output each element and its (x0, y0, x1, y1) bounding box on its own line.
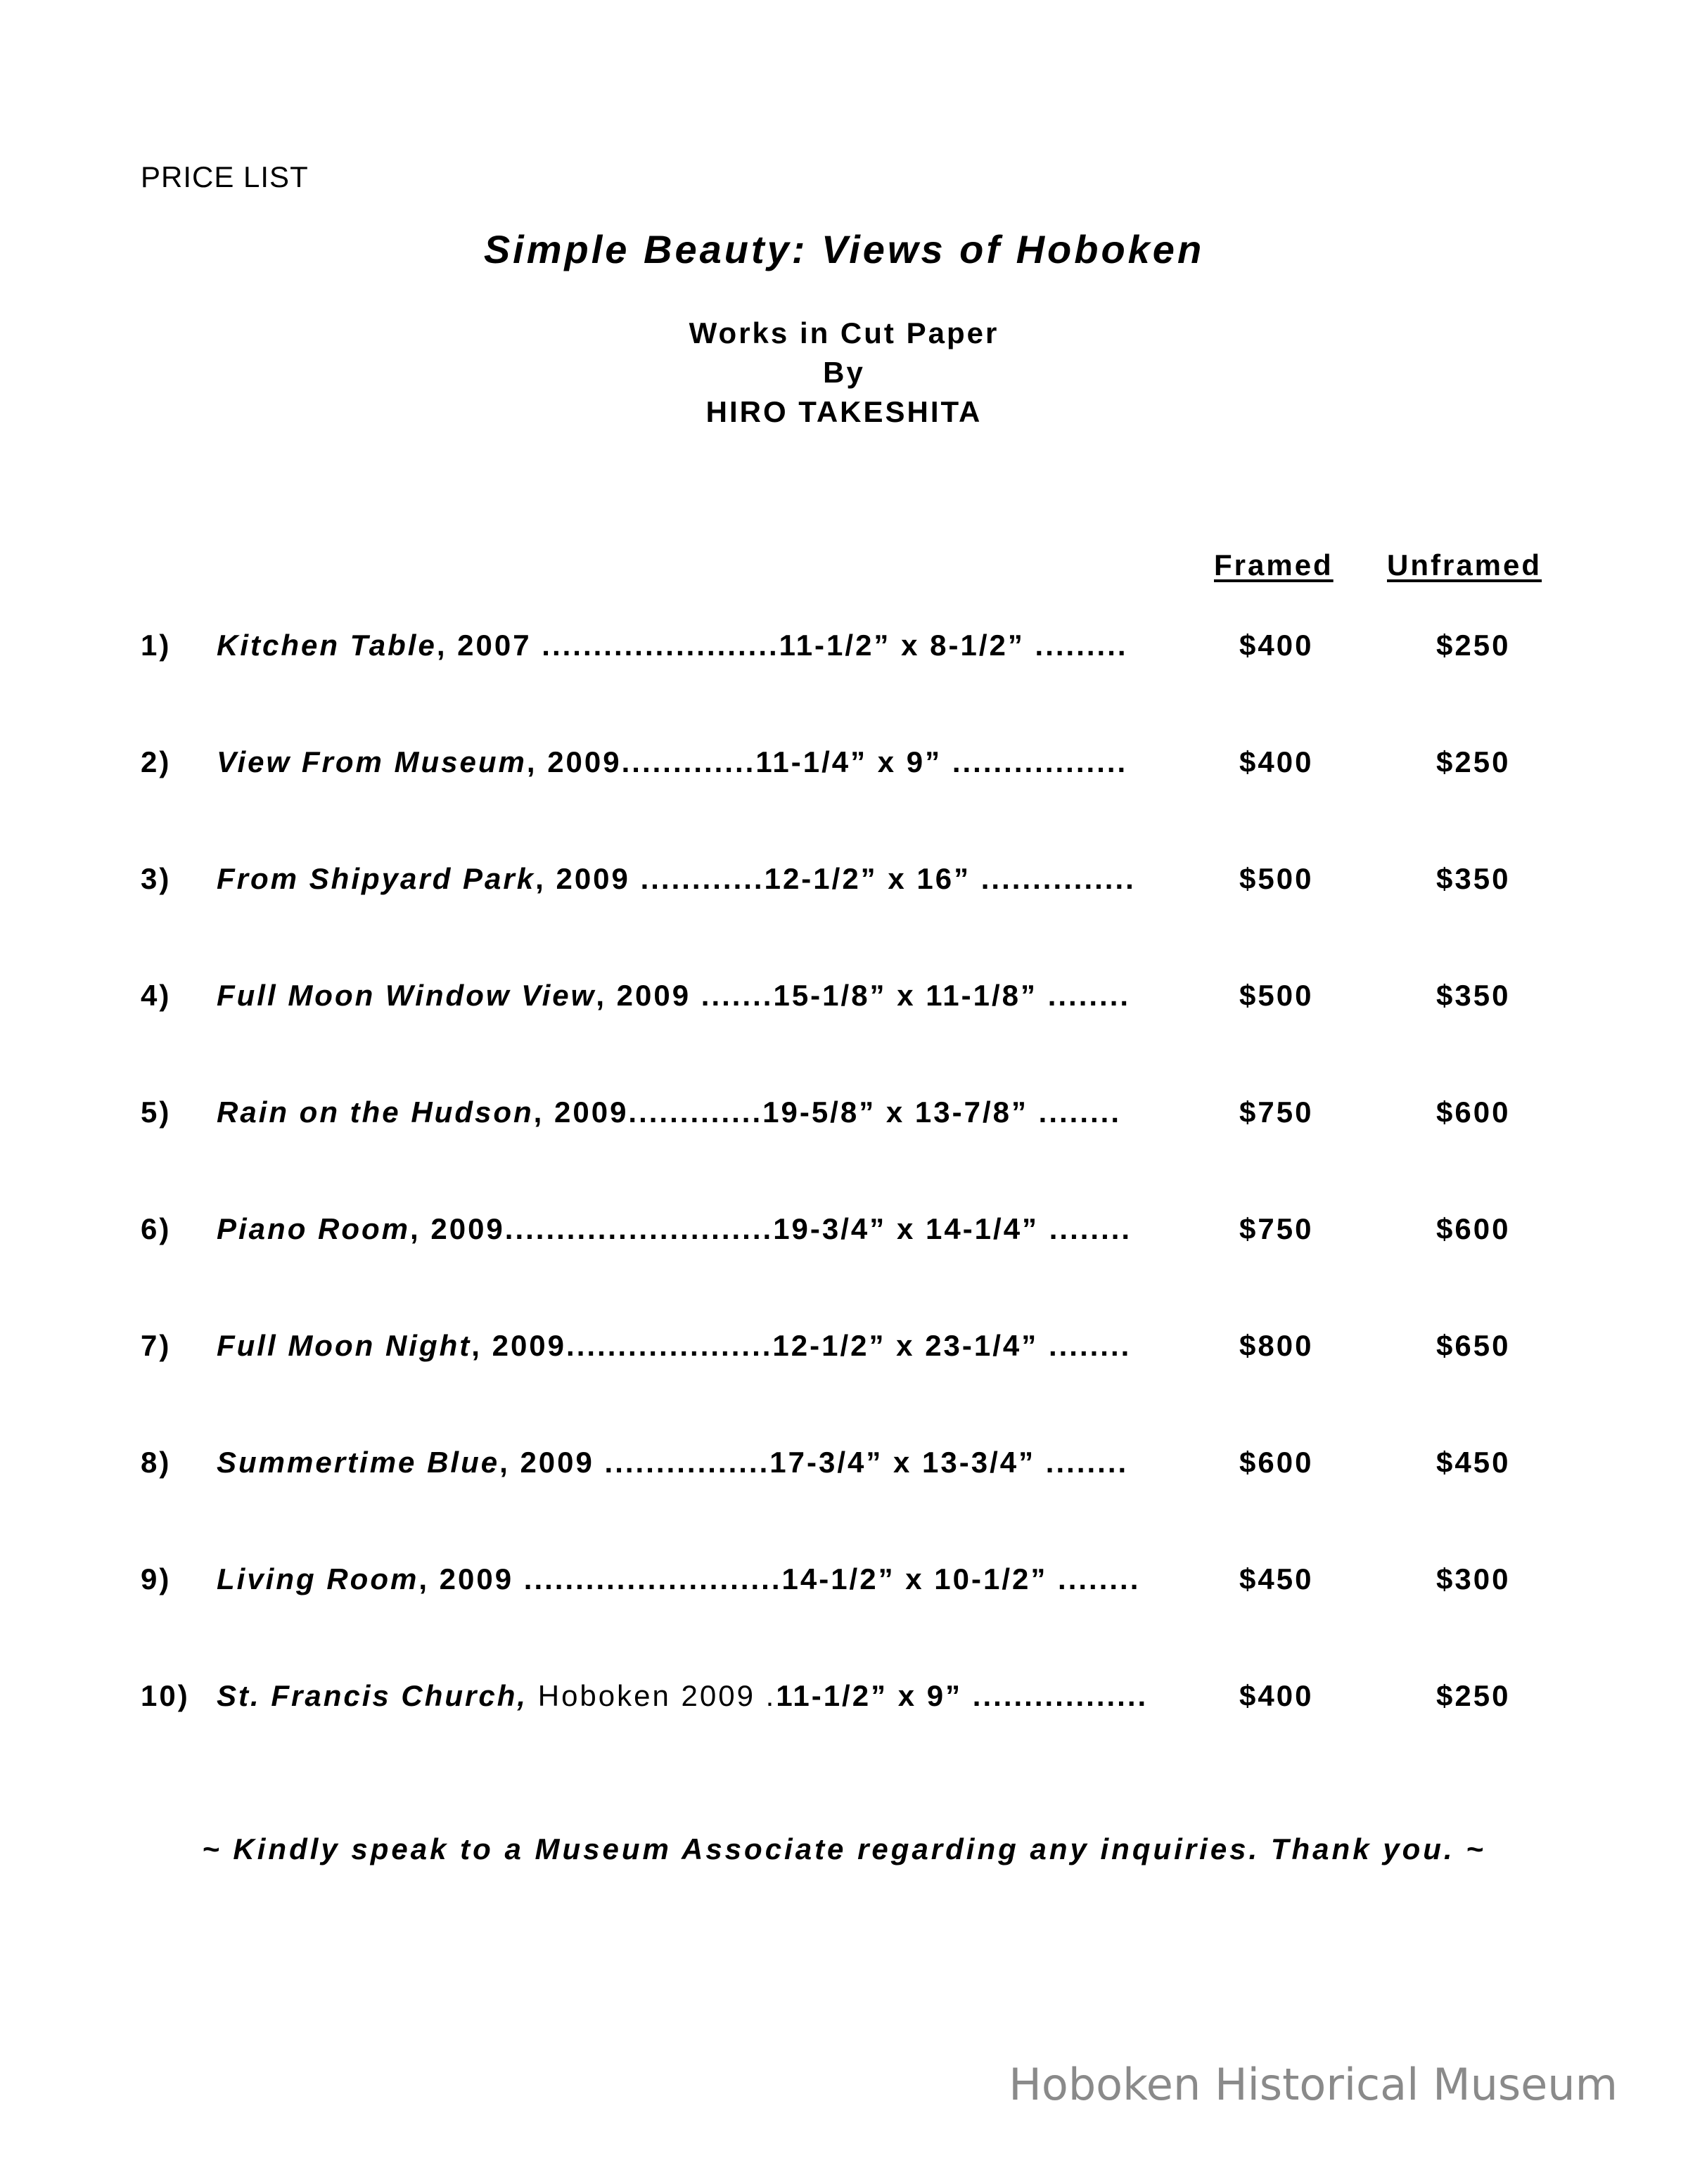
item-dimensions: 11-1/2” x 9” ................. (776, 1679, 1149, 1712)
table-row (141, 1679, 1590, 1721)
column-header-framed: Framed (1214, 548, 1334, 582)
item-year: , 2009 ......................... (418, 1562, 782, 1595)
item-year: , 2009 ................ (499, 1446, 770, 1479)
item-title: From Shipyard Park (217, 862, 536, 895)
artist-name: HIRO TAKESHITA (705, 395, 983, 428)
item-dimensions: 12-1/2” x 23-1/4” ........ (772, 1329, 1132, 1362)
table-row (141, 979, 1590, 1021)
item-description (217, 1446, 1379, 1479)
subtitle-medium: Works in Cut Paper (689, 316, 999, 349)
item-title: Living Room (217, 1562, 419, 1595)
price-list-label: PRICE LIST (141, 160, 309, 193)
price-framed: $450 (1239, 1562, 1314, 1595)
item-dimensions: 12-1/2” x 16” ............... (764, 862, 1136, 895)
price-unframed: $450 (1436, 1446, 1511, 1479)
item-description (217, 862, 1379, 896)
item-number: 4) (141, 979, 172, 1012)
item-year: , 2009.......................... (410, 1212, 774, 1245)
table-row (141, 745, 1590, 788)
footer-note: ~ Kindly speak to a Museum Associate regarding any inquiries. Thank you. ~ (202, 1832, 1486, 1865)
table-row (141, 1562, 1590, 1605)
price-unframed: $650 (1436, 1329, 1511, 1362)
price-framed: $400 (1239, 629, 1314, 662)
price-unframed: $300 (1436, 1562, 1511, 1595)
item-title: Kitchen Table (217, 629, 437, 662)
price-framed: $400 (1239, 1679, 1314, 1712)
price-unframed: $250 (1436, 1679, 1511, 1712)
item-description (217, 1212, 1379, 1246)
price-unframed: $600 (1436, 1096, 1511, 1129)
item-dimensions: 19-5/8” x 13-7/8” ........ (762, 1096, 1122, 1129)
table-row (141, 1096, 1590, 1138)
museum-watermark: Hoboken Historical Museum (1009, 2059, 1618, 2110)
price-framed: $500 (1239, 979, 1314, 1012)
table-row (141, 1329, 1590, 1371)
item-title: View From Museum (217, 745, 527, 778)
item-title: Summertime Blue (217, 1446, 500, 1479)
item-year: , 2009 ............ (535, 862, 765, 895)
item-description (217, 1562, 1379, 1596)
item-number: 1) (141, 629, 172, 662)
price-unframed: $250 (1436, 745, 1511, 778)
price-framed: $400 (1239, 745, 1314, 778)
item-year: , 2009............. (533, 1096, 763, 1129)
price-unframed: $600 (1436, 1212, 1511, 1245)
price-unframed: $250 (1436, 629, 1511, 662)
item-title: St. Francis Church, (217, 1679, 528, 1712)
table-row (141, 862, 1590, 904)
item-number: 9) (141, 1562, 172, 1595)
item-title: Full Moon Window View (217, 979, 596, 1012)
item-dimensions: 14-1/2” x 10-1/2” ........ (781, 1562, 1141, 1595)
price-framed: $500 (1239, 862, 1314, 895)
price-framed: $750 (1239, 1096, 1314, 1129)
price-framed: $800 (1239, 1329, 1314, 1362)
item-number: 6) (141, 1212, 172, 1245)
item-year: , 2009.................... (471, 1329, 773, 1362)
document-title: Simple Beauty: Views of Hoboken (483, 227, 1205, 271)
item-number: 7) (141, 1329, 172, 1362)
item-dimensions: 15-1/8” x 11-1/8” ........ (773, 979, 1131, 1012)
item-number: 5) (141, 1096, 172, 1129)
item-number: 2) (141, 745, 172, 778)
item-dimensions: 11-1/4” x 9” ................. (755, 745, 1128, 778)
table-row (141, 1212, 1590, 1254)
item-title: Rain on the Hudson (217, 1096, 534, 1129)
item-year: , 2007 ....................... (436, 629, 779, 662)
price-unframed: $350 (1436, 862, 1511, 895)
item-description (217, 979, 1379, 1013)
price-framed: $600 (1239, 1446, 1314, 1479)
price-framed: $750 (1239, 1212, 1314, 1245)
item-year: , 2009............. (526, 745, 756, 778)
item-description (217, 745, 1379, 779)
item-dimensions: 11-1/2” x 8-1/2” ......... (779, 629, 1128, 662)
price-unframed: $350 (1436, 979, 1511, 1012)
item-dimensions: 19-3/4” x 14-1/4” ........ (773, 1212, 1132, 1245)
item-description (217, 629, 1379, 662)
column-header-unframed: Unframed (1387, 548, 1542, 582)
item-title: Piano Room (217, 1212, 411, 1245)
item-number: 3) (141, 862, 172, 895)
item-description (217, 1679, 1379, 1713)
item-number: 10) (141, 1679, 190, 1712)
table-row (141, 629, 1590, 671)
item-description (217, 1096, 1379, 1129)
subtitle-by: By (823, 356, 865, 389)
item-title: Full Moon Night (217, 1329, 472, 1362)
item-year: Hoboken 2009 . (528, 1679, 776, 1712)
item-number: 8) (141, 1446, 172, 1479)
table-row (141, 1446, 1590, 1488)
item-year: , 2009 ....... (596, 979, 774, 1012)
item-dimensions: 17-3/4” x 13-3/4” ........ (769, 1446, 1129, 1479)
item-description (217, 1329, 1379, 1363)
